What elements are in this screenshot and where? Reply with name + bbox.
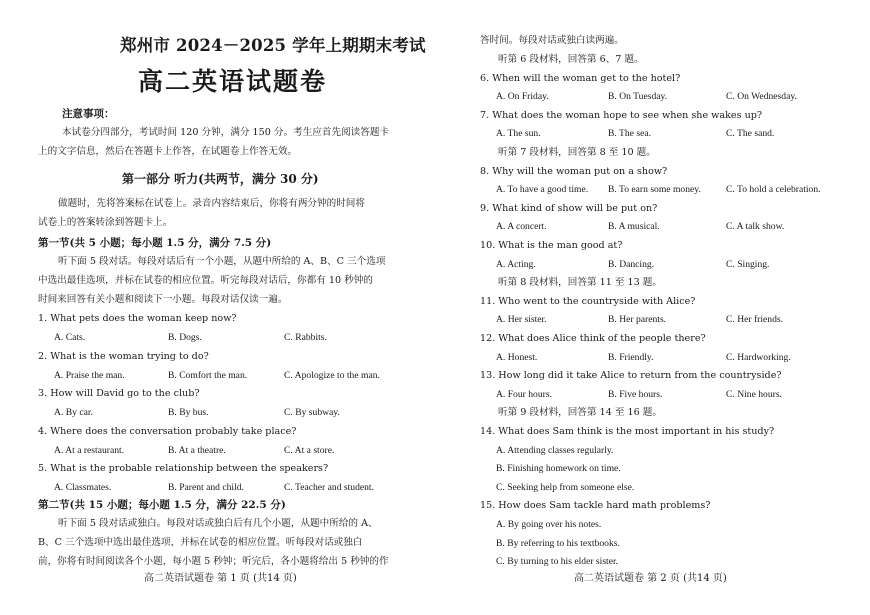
option-c: C. A talk show. (726, 221, 785, 233)
option-b: B. Parent and child. (168, 482, 244, 493)
notice-line: 本试卷分四部分，考试时间 120 分钟，满分 150 分。考生应首先阅读答题卡 (62, 127, 390, 138)
page-footer: 高二英语试题卷 第 1 页 (共14 页) (144, 573, 297, 584)
option-a: A. On Friday. (496, 91, 549, 103)
option-a: A. Cats. (54, 332, 86, 343)
part1-heading: 第一部分 听力(共两节，满分 30 分) (122, 172, 319, 186)
option-b: B. At a theatre. (168, 444, 226, 456)
option-c: C. At a store. (284, 444, 335, 456)
option-c: C. On Wednesday. (726, 91, 797, 103)
question-text: 6. When will the woman get to the hotel? (480, 72, 681, 84)
option-b: B. A musical. (608, 221, 660, 233)
option-b: B. Finishing homework on time. (496, 463, 621, 475)
listening-intro: 听第 9 段材料，回答第 14 至 16 题。 (498, 407, 662, 419)
option-a: A. Honest. (496, 351, 538, 363)
option-c: C. Apologize to the man. (284, 369, 380, 381)
page-footer: 高二英语试题卷 第 2 页 (共14 页) (574, 573, 727, 584)
continuation-line: 答时间。每段对话或独白读两遍。 (480, 35, 624, 46)
option-a: A. At a restaurant. (54, 444, 125, 456)
option-c: C. Hardworking. (726, 351, 791, 363)
page-1 (38, 0, 430, 615)
question-text: 15. How does Sam tackle hard math problems? (480, 500, 711, 512)
instruction-line: 听下面 5 段对话或独白。每段对话或独白后有几个小题，从题中所给的 A、 (58, 518, 378, 529)
instruction-line: 时间来回答有关小题和阅读下一小题。每段对话仅读一遍。 (38, 294, 288, 305)
question-text: 11. Who went to the countryside with Alice? (480, 295, 696, 307)
option-b: B. Dancing. (608, 258, 655, 270)
question-text: 10. What is the man good at? (480, 240, 623, 251)
option-c: C. Teacher and student. (284, 482, 374, 493)
question-text: 4. Where does the conversation probably take place? (38, 425, 297, 437)
option-a: A. A concert. (496, 221, 547, 233)
notice-heading: 注意事项： (62, 108, 115, 120)
question-text: 7. What does the woman hope to see when she wakes up? (480, 109, 763, 121)
option-c: C. Singing. (726, 258, 770, 270)
option-c: C. Nine hours. (726, 388, 782, 400)
instruction-line: 做题时，先将答案标在试卷上。录音内容结束后，你将有两分钟的时间将 (58, 198, 365, 209)
option-b: B. By referring to his textbooks. (496, 537, 620, 549)
option-b: B. Dogs. (168, 332, 202, 343)
question-text: 1. What pets does the woman keep now? (38, 313, 237, 324)
option-b: B. Her parents. (608, 314, 667, 326)
option-c: C. The sand. (726, 128, 775, 140)
option-c: C. To hold a celebration. (726, 184, 821, 196)
instruction-line: 听下面 5 段对话。每段对话后有一个小题，从题中所给的 A、B、C 三个选项 (58, 256, 386, 267)
listening-intro: 听第 6 段材料，回答第 6、7 题。 (498, 54, 644, 65)
option-a: A. By going over his notes. (496, 519, 602, 530)
option-a: A. Her sister. (496, 314, 547, 326)
question-text: 3. How will David go to the club? (38, 388, 200, 399)
option-c: C. By subway. (284, 407, 340, 418)
option-a: A. Acting. (496, 258, 536, 270)
instruction-line: 试卷上的答案转涂到答题卡上。 (38, 217, 173, 228)
section2-heading: 第二节(共 15 小题；每小题 1.5 分，满分 22.5 分) (38, 499, 286, 511)
option-c: C. Her friends. (726, 314, 784, 326)
option-a: A. To have a good time. (496, 184, 589, 196)
option-c: C. Rabbits. (284, 332, 327, 343)
option-a: A. Attending classes regularly. (496, 444, 614, 456)
option-b: B. To earn some money. (608, 184, 701, 196)
option-b: B. Five hours. (608, 388, 663, 400)
option-b: B. By bus. (168, 407, 209, 418)
instruction-line: 前，你将有时间阅读各个小题，每小题 5 秒钟；听完后，各小题将给出 5 秒钟的作 (38, 556, 389, 567)
question-text: 13. How long did it take Alice to return from the countryside? (480, 370, 782, 382)
question-text: 9. What kind of show will be put on? (480, 202, 658, 214)
page-2 (482, 0, 842, 615)
option-b: B. The sea. (608, 128, 651, 140)
listening-intro: 听第 8 段材料，回答第 11 至 13 题。 (498, 277, 662, 289)
question-text: 12. What does Alice think of the people there? (480, 333, 706, 344)
question-text: 8. Why will the woman put on a show? (480, 165, 668, 177)
question-text: 2. What is the woman trying to do? (38, 350, 209, 362)
instruction-line: 中选出最佳选项，并标在试卷的相应位置。听完每段对话后，你都有 10 秒钟的 (38, 275, 373, 286)
option-b: B. On Tuesday. (608, 91, 668, 103)
option-a: A. By car. (54, 407, 93, 418)
question-text: 5. What is the probable relationship between the speakers? (38, 463, 329, 474)
option-c: C. By turning to his elder sister. (496, 556, 619, 568)
option-a: A. The sun. (496, 128, 541, 140)
option-a: A. Classmates. (54, 482, 112, 493)
listening-intro: 听第 7 段材料，回答第 8 至 10 题。 (498, 147, 656, 158)
option-b: B. Friendly. (608, 351, 654, 363)
notice-line: 上的文字信息，然后在答题卡上作答，在试题卷上作答无效。 (38, 146, 298, 157)
question-text: 14. What does Sam think is the most important in his study? (480, 426, 775, 437)
option-c: C. Seeking help from someone else. (496, 481, 635, 493)
option-b: B. Comfort the man. (168, 369, 248, 381)
section1-heading: 第一节(共 5 小题；每小题 1.5 分，满分 7.5 分) (38, 237, 272, 249)
option-a: A. Four hours. (496, 388, 552, 400)
paper-title: 高二英语试题卷 (138, 67, 328, 96)
instruction-line: B、C 三个选项中选出最佳选项，并标在试卷的相应位置。听每段对话或独白 (38, 537, 363, 548)
exam-title: 郑州市 2024－2025 学年上期期末考试 (120, 36, 426, 55)
option-a: A. Praise the man. (54, 369, 125, 381)
